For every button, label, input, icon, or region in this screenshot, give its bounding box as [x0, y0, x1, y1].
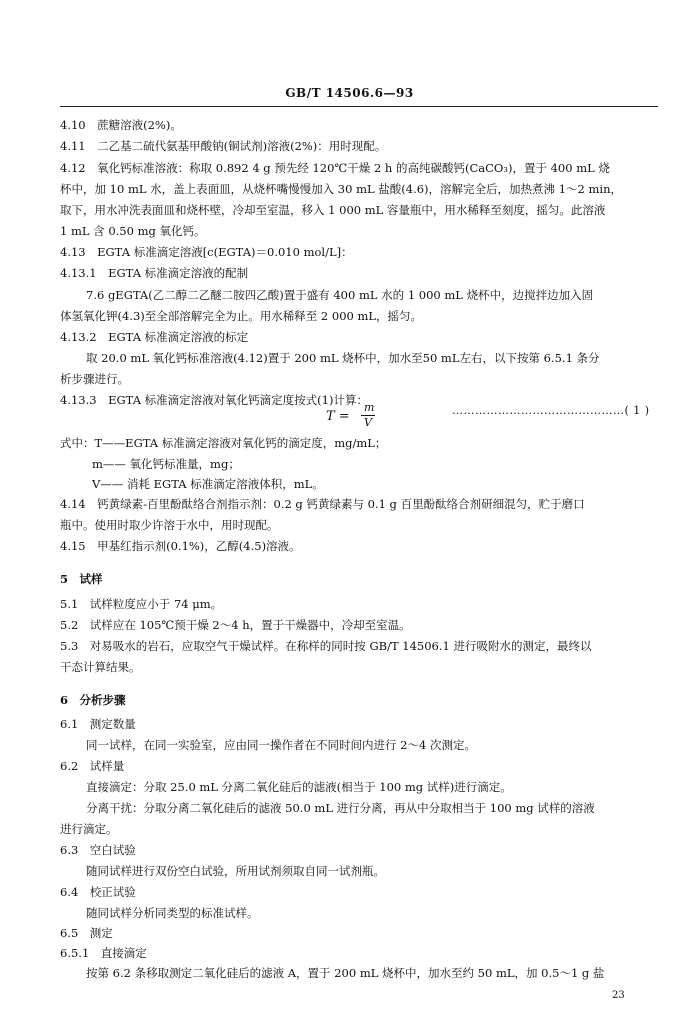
equation-number: [452, 404, 650, 417]
clause-5-3: 5.3 对易吸水的岩石，应取空气干燥试样。在称样的同时按 GB/T 14506.1 进行吸附水的测定，最终以: [60, 639, 592, 653]
equation-number-label: ( 1 ): [624, 404, 650, 417]
clause-6-1: 6.1 测定数量: [60, 717, 136, 731]
paragraph-line: 进行滴定。: [60, 822, 118, 836]
clause-4-11: 4.11 二乙基二硫代氨基甲酸钠(铜试剂)溶液(2%)：用时现配。: [60, 139, 387, 153]
paragraph-line: 杯中，加 10 mL 水，盖上表面皿，从烧杯嘴慢慢加入 30 mL 盐酸(4.6)，溶解完全后，加热煮沸 1～2 min，: [60, 182, 622, 196]
clause-5-2: 5.2 试样应在 105℃预干燥 2～4 h，置于干燥器中，冷却至室温。: [60, 618, 411, 632]
paragraph-line: 按第 6.2 条移取测定二氧化硅后的滤液 A，置于 200 mL 烧杯中，加水至约 50 mL，加 0.5～1 g 盐: [86, 966, 605, 980]
clause-4-15: 4.15 甲基红指示剂(0.1%)，乙醇(4.5)溶液。: [60, 539, 301, 553]
clause-4-13-2: 4.13.2 EGTA 标准滴定溶液的标定: [60, 330, 249, 344]
equation-1: [326, 403, 382, 429]
paragraph-line: 1 mL 含 0.50 mg 氧化钙。: [60, 224, 206, 238]
paragraph-line: 取 20.0 mL 氧化钙标准溶液(4.12)置于 200 mL 烧杯中，加水至50 mL左右，以下按第 6.5.1 条分: [86, 351, 600, 365]
equation-denominator: V: [364, 416, 372, 429]
clause-6-4: 6.4 校正试验: [60, 885, 136, 899]
clause-6-2: 6.2 试样量: [60, 759, 125, 773]
clause-6-5-1: 6.5.1 直接滴定: [60, 946, 147, 960]
clause-4-13: 4.13 EGTA 标准滴定溶液[c(EGTA)＝0.010 mol/L]：: [60, 245, 353, 259]
clause-4-13-3: 4.13.3 EGTA 标准滴定溶液对氧化钙滴定度按式(1)计算：: [60, 393, 368, 407]
equation-leader: ………………………………………: [452, 404, 625, 417]
variable-definition: 式中：T——EGTA 标准滴定溶液对氧化钙的滴定度，mg/mL；: [60, 436, 387, 450]
header-rule: [60, 106, 658, 107]
section-heading-5: 5 试样: [60, 572, 103, 586]
paragraph-line: 析步骤进行。: [60, 372, 129, 386]
variable-definition: m—— 氧化钙标准量，mg；: [92, 457, 240, 471]
paragraph-line: 分离干扰：分取分离二氧化硅后的滤液 50.0 mL 进行分离，再从中分取相当于 100 mg 试样的溶液: [86, 801, 595, 815]
paragraph-line: 随同试样进行双份空白试验，所用试剂须取自同一试剂瓶。: [86, 864, 385, 878]
clause-4-14: 4.14 钙黄绿素-百里酚酞络合剂指示剂：0.2 g 钙黄绿素与 0.1 g 百里酚酞络合剂研细混匀，贮于磨口: [60, 497, 585, 511]
paragraph-line: 瓶中。使用时取少许溶于水中，用时现配。: [60, 518, 279, 532]
variable-definition: V—— 消耗 EGTA 标准滴定溶液体积，mL。: [92, 477, 324, 491]
paragraph-line: 直接滴定：分取 25.0 mL 分离二氧化硅后的滤液(相当于 100 mg 试样)进行滴定。: [86, 780, 512, 794]
clause-6-5: 6.5 测定: [60, 926, 113, 940]
clause-4-12: 4.12 氧化钙标准溶液：称取 0.892 4 g 预先经 120℃干燥 2 h 的高纯碳酸钙(CaCO₃)，置于 400 mL 烧: [60, 161, 610, 175]
section-heading-6: 6 分析步骤: [60, 693, 126, 707]
clause-4-10: 4.10 蔗糖溶液(2%)。: [60, 118, 182, 132]
paragraph-line: 干态计算结果。: [60, 660, 141, 674]
paragraph-line: 7.6 gEGTA(乙二醇二乙醚二胺四乙酸)置于盛有 400 mL 水的 1 000 mL 烧杯中，边搅拌边加入固: [86, 288, 594, 302]
standard-header: GB/T 14506.6—93: [285, 86, 414, 100]
equation-lhs: T =: [326, 409, 350, 424]
paragraph-line: 随同试样分析同类型的标准试样。: [86, 906, 259, 920]
clause-6-3: 6.3 空白试验: [60, 843, 136, 857]
paragraph-line: 体氢氧化钾(4.3)至全部溶解完全为止。用水稀释至 2 000 mL，摇匀。: [60, 309, 423, 323]
page-number: 23: [612, 990, 625, 1001]
paragraph-line: 同一试样，在同一实验室，应由同一操作者在不同时间内进行 2～4 次测定。: [86, 738, 476, 752]
equation-numerator: m: [364, 401, 375, 414]
clause-4-13-1: 4.13.1 EGTA 标准滴定溶液的配制: [60, 266, 249, 280]
paragraph-line: 取下，用水冲洗表面皿和烧杯壁，冷却至室温，移入 1 000 mL 容量瓶中，用水稀释至刻度，摇匀。此溶液: [60, 203, 606, 217]
clause-5-1: 5.1 试样粒度应小于 74 μm。: [60, 597, 223, 611]
